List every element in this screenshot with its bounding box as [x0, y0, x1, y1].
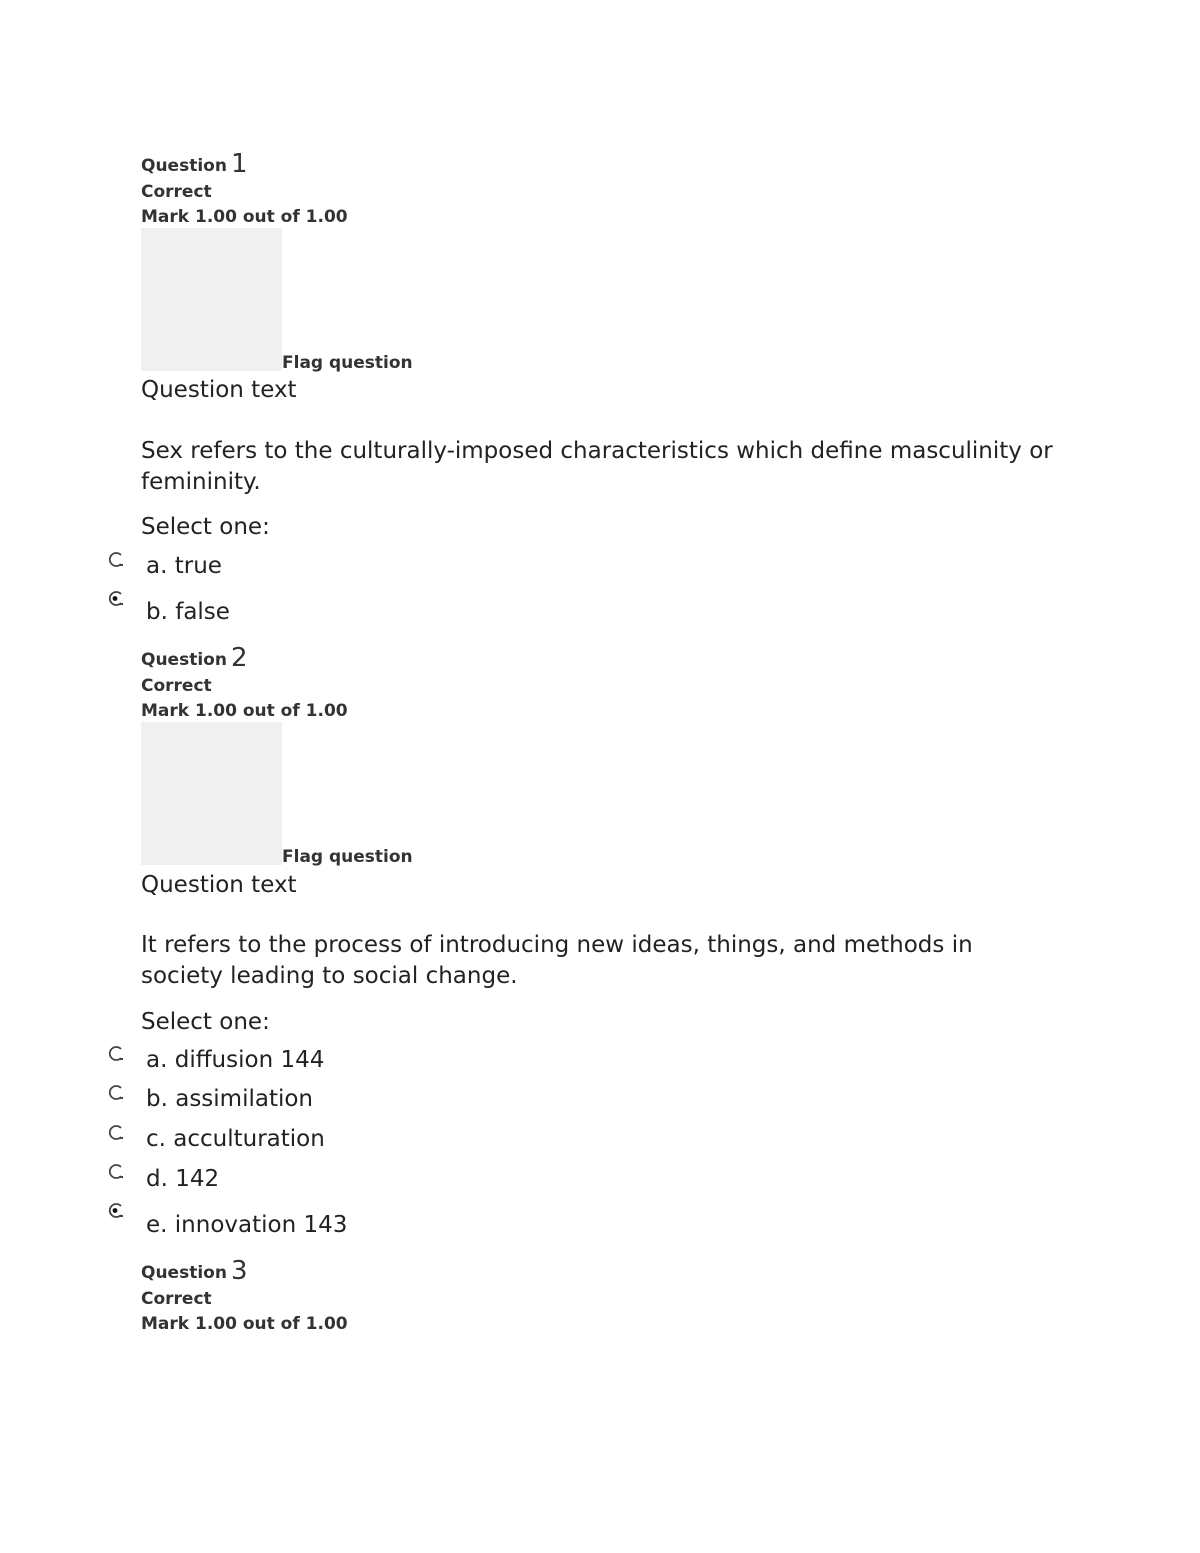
question-mark: Mark 1.00 out of 1.00	[141, 1314, 348, 1334]
question-status: Correct	[141, 676, 212, 696]
question-label: Question	[141, 156, 227, 176]
question-1-header	[141, 148, 248, 178]
question-label: Question	[141, 1263, 227, 1283]
question-text-heading: Question text	[141, 377, 297, 403]
radio-option-c[interactable]	[107, 1124, 125, 1142]
option-label[interactable]: b. false	[146, 599, 230, 625]
radio-option-b[interactable]	[107, 590, 125, 608]
flag-question-link[interactable]: Flag question	[282, 847, 413, 867]
question-status: Correct	[141, 1289, 212, 1309]
question-number: 1	[230, 149, 248, 179]
radio-option-d[interactable]	[107, 1163, 125, 1181]
select-one-prompt: Select one:	[141, 514, 270, 540]
option-label[interactable]: a. diffusion 144	[146, 1047, 325, 1073]
radio-option-e[interactable]	[107, 1202, 125, 1220]
option-label[interactable]: c. acculturation	[146, 1126, 325, 1152]
flag-image[interactable]	[141, 228, 282, 371]
question-status: Correct	[141, 182, 212, 202]
radio-option-b[interactable]	[107, 1084, 125, 1102]
question-text-heading: Question text	[141, 872, 297, 898]
question-mark: Mark 1.00 out of 1.00	[141, 701, 348, 721]
option-label[interactable]: b. assimilation	[146, 1086, 314, 1112]
option-label[interactable]: d. 142	[146, 1166, 220, 1192]
flag-question-link[interactable]: Flag question	[282, 353, 413, 373]
question-text: Sex refers to the culturally-imposed characteristics which define masculinity or femininity.	[141, 438, 1053, 495]
question-text: It refers to the process of introducing new ideas, things, and methods in society leading to social change.	[141, 932, 973, 989]
question-2-header	[141, 642, 248, 672]
question-mark: Mark 1.00 out of 1.00	[141, 207, 348, 227]
radio-option-a[interactable]	[107, 551, 125, 569]
radio-option-a[interactable]	[107, 1045, 125, 1063]
flag-image[interactable]	[141, 722, 282, 865]
question-label: Question	[141, 650, 227, 670]
question-3-header	[141, 1255, 248, 1285]
question-number: 3	[230, 1256, 248, 1286]
question-number: 2	[230, 643, 248, 673]
select-one-prompt: Select one:	[141, 1009, 270, 1035]
option-label[interactable]: a. true	[146, 553, 222, 579]
option-label[interactable]: e. innovation 143	[146, 1212, 348, 1238]
